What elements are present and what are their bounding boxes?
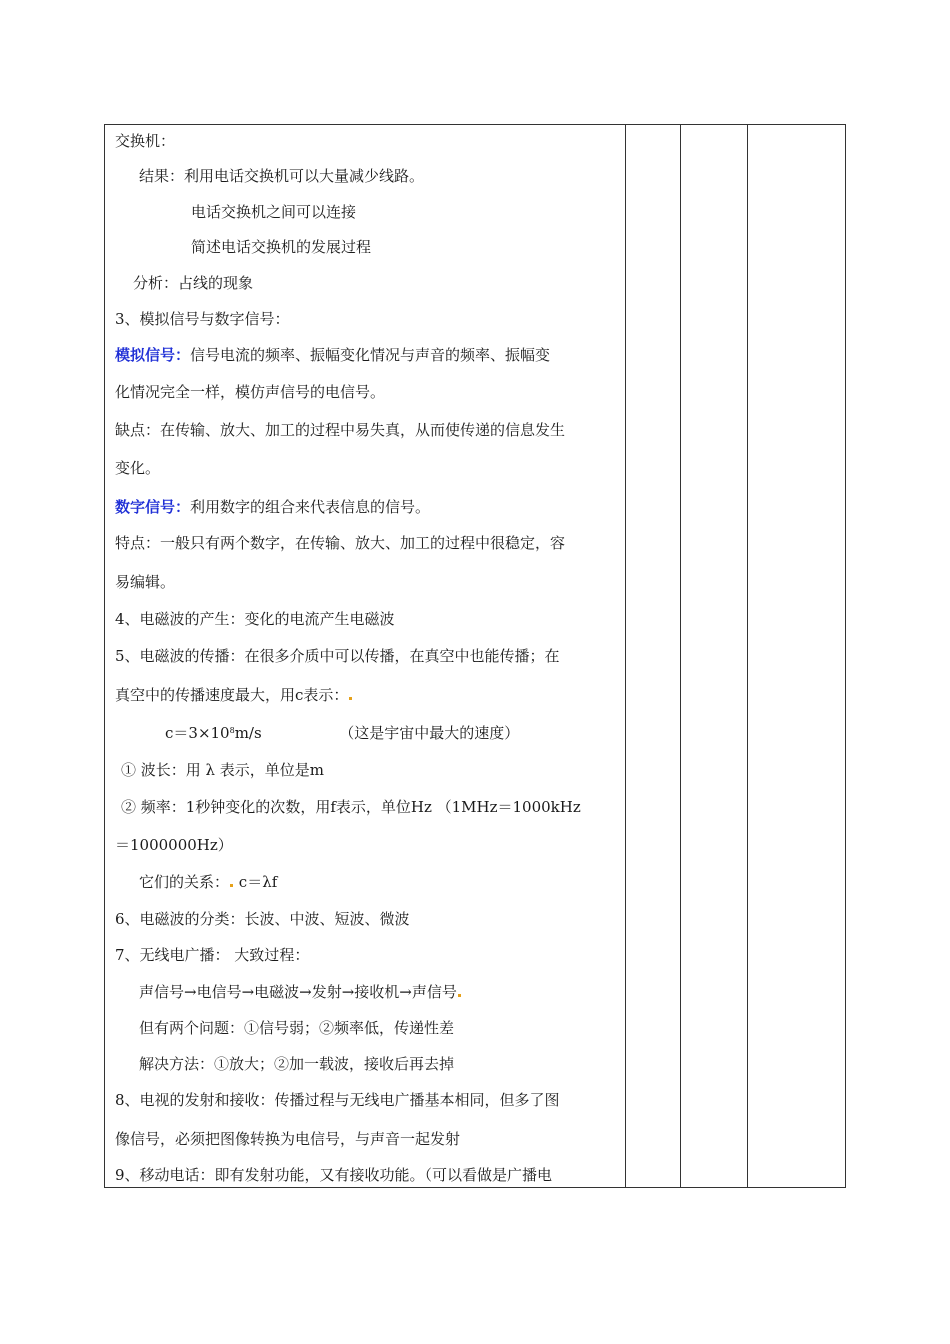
formula-exponent: 8 bbox=[229, 726, 235, 735]
text-line bbox=[115, 685, 353, 705]
section-heading: 9、移动电话：即有发射功能，又有接收功能。（可以看做是广播电 bbox=[115, 1166, 553, 1184]
text-line bbox=[139, 982, 462, 1002]
text-line: 特点：一般只有两个数字，在传输、放大、加工的过程中很稳定，容 bbox=[115, 534, 566, 552]
section-heading: 4、电磁波的产生：变化的电流产生电磁波 bbox=[115, 610, 395, 628]
lesson-table bbox=[104, 124, 846, 1188]
mark-dot bbox=[349, 697, 352, 700]
speed-formula bbox=[165, 723, 519, 743]
section-heading: 7、无线电广播： 大致过程： bbox=[115, 946, 310, 964]
text-line: 化情况完全一样，模仿声信号的电信号。 bbox=[115, 383, 386, 401]
text-line: 电话交换机之间可以连接 bbox=[191, 203, 357, 221]
text-segment: 真空中的传播速度最大，用c表示： bbox=[115, 686, 349, 704]
text-segment: c＝λf bbox=[238, 873, 278, 891]
section-heading: 8、电视的发射和接收：传播过程与无线电广播基本相同，但多了图 bbox=[115, 1091, 560, 1109]
text-line: 分析：占线的现象 bbox=[133, 274, 254, 292]
text-line: 结果：利用电话交换机可以大量减少线路。 bbox=[139, 167, 425, 185]
text-line: 解决方法：①放大；②加一载波，接收后再去掉 bbox=[139, 1055, 455, 1073]
mark-dot bbox=[458, 994, 461, 997]
term-text: 信号电流的频率、振幅变化情况与声音的频率、振幅变 bbox=[190, 346, 551, 364]
column-divider bbox=[625, 125, 626, 1187]
relationship-formula bbox=[139, 872, 277, 892]
column-divider bbox=[680, 125, 681, 1187]
formula-unit: m/s bbox=[234, 724, 262, 742]
term-text: 利用数字的组合来代表信息的信号。 bbox=[190, 498, 431, 516]
text-line: 像信号，必须把图像转换为电信号，与声音一起发射 bbox=[115, 1130, 461, 1148]
text-line: 但有两个问题：①信号弱；②频率低，传递性差 bbox=[139, 1019, 455, 1037]
section-heading: 5、电磁波的传播：在很多介质中可以传播，在真空中也能传播；在 bbox=[115, 647, 560, 665]
text-line: ＝1000000Hz） bbox=[115, 836, 233, 854]
mark-dot bbox=[230, 884, 233, 887]
text-line: ① 波长：用 λ 表示，单位是m bbox=[121, 761, 325, 779]
digital-signal-definition bbox=[115, 497, 430, 517]
text-segment: 声信号→电信号→电磁波→发射→接收机→声信号 bbox=[139, 983, 457, 1001]
text-segment: 它们的关系： bbox=[139, 873, 230, 891]
column-divider bbox=[747, 125, 748, 1187]
term-label: 数字信号： bbox=[115, 498, 191, 516]
formula-note: （这是宇宙中最大的速度） bbox=[339, 724, 520, 742]
text-line: ② 频率：1秒钟变化的次数，用f表示，单位Hz （1MHz＝1000kHz bbox=[121, 798, 581, 816]
text-line: 变化。 bbox=[115, 459, 161, 477]
text-line: 易编辑。 bbox=[115, 573, 176, 591]
text-line: 交换机： bbox=[115, 132, 176, 150]
analog-signal-definition bbox=[115, 345, 550, 365]
section-heading: 6、电磁波的分类：长波、中波、短波、微波 bbox=[115, 910, 410, 928]
formula-base: c＝3×10 bbox=[165, 724, 230, 742]
term-label: 模拟信号： bbox=[115, 346, 191, 364]
section-heading: 3、模拟信号与数字信号： bbox=[115, 310, 290, 328]
text-line: 简述电话交换机的发展过程 bbox=[191, 238, 372, 256]
text-line: 缺点：在传输、放大、加工的过程中易失真，从而使传递的信息发生 bbox=[115, 421, 566, 439]
